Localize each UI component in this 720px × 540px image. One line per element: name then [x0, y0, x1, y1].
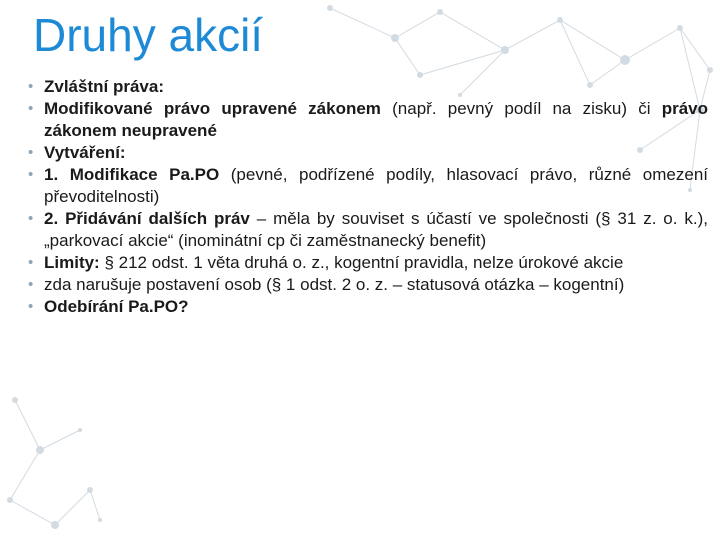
bullet-item [28, 296, 708, 318]
bullet-text: zda narušuje postavení osob (§ 1 odst. 2 o. z. – statusová otázka – kogentní) [44, 275, 625, 294]
bullet-text: Odebírání Pa.PO? [44, 297, 189, 316]
bullet-item [28, 252, 708, 274]
bullet-text: Modifikované právo upravené zákonem [44, 99, 381, 118]
bullet-text: 1. Modifikace Pa.PO [44, 165, 220, 184]
bullet-item [28, 142, 708, 164]
bullet-item [28, 208, 708, 252]
bullet-item [28, 76, 708, 98]
bullet-text: Vytváření: [44, 143, 126, 162]
bullet-text: právo zákonem neupravené [44, 99, 708, 140]
bullet-list [28, 76, 708, 318]
bullet-text: § 212 odst. 1 věta druhá o. z., kogentní pravidla, nelze úrokové akcie [99, 253, 624, 272]
bullet-item [28, 164, 708, 208]
bullet-text: (např. pevný podíl na zisku) či [380, 99, 662, 118]
bullet-text: 2. Přidávání dalších práv [44, 209, 250, 228]
slide-title: Druhy akcií [33, 9, 264, 61]
bullet-text: – měla by souviset s účastí ve společnosti (§ 31 z. o. k.), „parkovací akcie“ (inominátní cp či zaměstnanecký benefit) [44, 209, 708, 250]
bullet-text: Zvláštní práva: [44, 77, 164, 96]
bullet-item [28, 274, 708, 296]
bullet-text: (pevné, podřízené podíly, hlasovací právo, různé omezení převoditelnosti) [44, 165, 708, 206]
bullet-item [28, 98, 708, 142]
bullet-text: Limity: [44, 253, 100, 272]
